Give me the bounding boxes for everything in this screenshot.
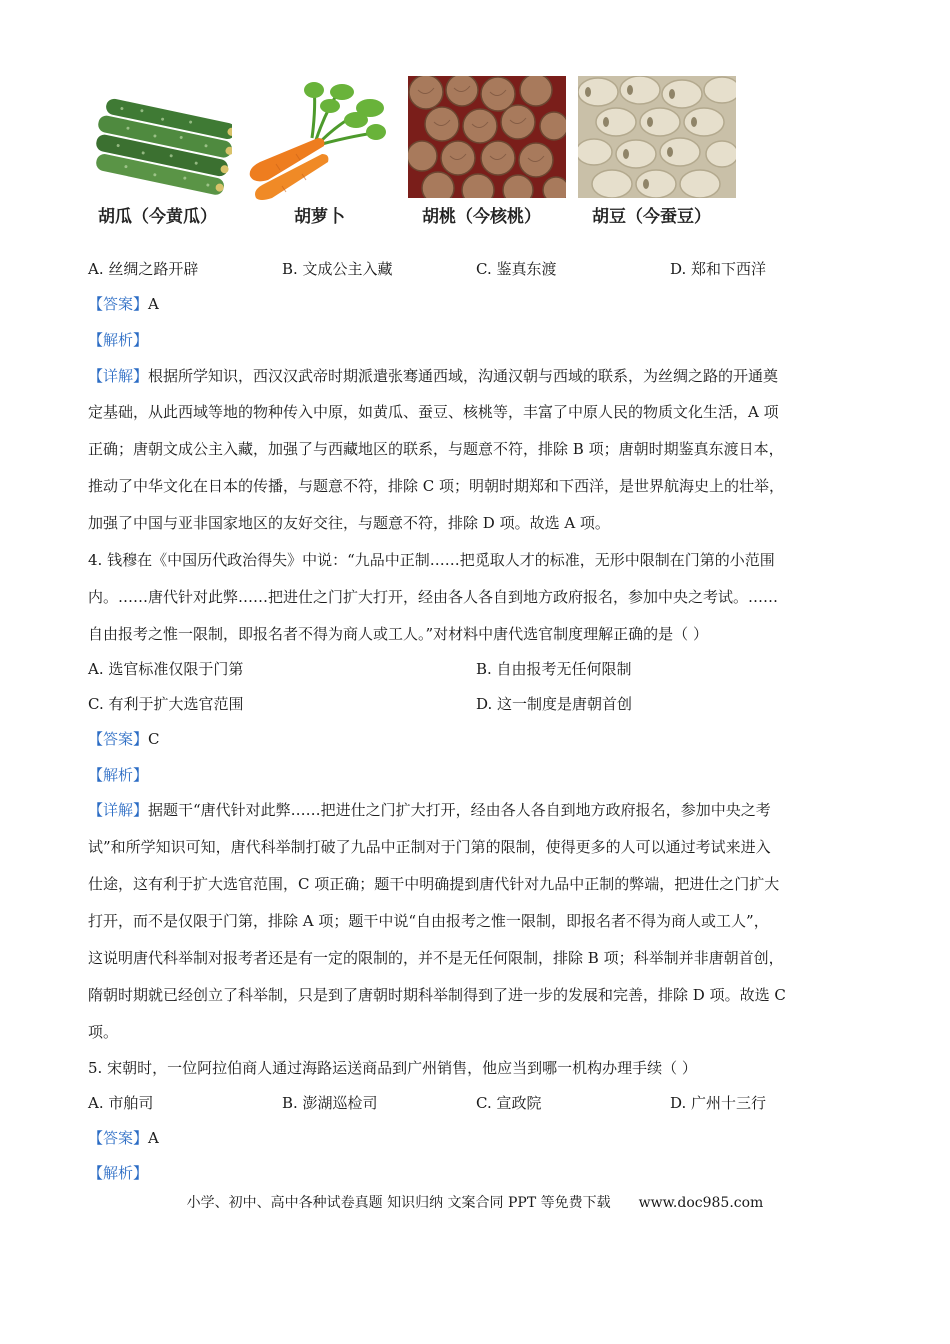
q4-option-b: B. 自由报考无任何限制 xyxy=(476,660,632,678)
q3-answer xyxy=(88,294,159,314)
walnut-image xyxy=(408,76,566,198)
q5-stem: 5. 宋朝时，一位阿拉伯商人通过海路运送商品到广州销售，他应当到哪一机构办理手续（ ） xyxy=(88,1059,697,1077)
answer-value: A xyxy=(148,295,159,313)
image-caption: 胡桃（今核桃） xyxy=(422,207,541,227)
q3-detail-line: 定基础，从此西域等地的物种传入中原，如黄瓜、蚕豆、核桃等，丰富了中原人民的物质文化生活，A 项 xyxy=(88,403,779,421)
image-caption: 胡豆（今蚕豆） xyxy=(592,207,711,227)
detail-tag: 【详解】 xyxy=(88,367,149,385)
q4-detail-line: 这说明唐代科举制对报考者还是有一定的限制的，并不是无任何限制，排除 B 项；科举制并非唐朝首创， xyxy=(88,949,784,967)
q4-option-d: D. 这一制度是唐朝首创 xyxy=(476,695,633,713)
answer-value: A xyxy=(148,1129,159,1147)
q5-option-d: D. 广州十三行 xyxy=(670,1094,767,1112)
detail-tag: 【详解】 xyxy=(88,801,149,819)
broad-bean-image xyxy=(578,76,736,198)
detail-text: 据题干“唐代针对此弊……把进仕之门扩大打开，经由各人各自到地方政府报名，参加中央之考 xyxy=(148,801,771,819)
q3-detail-line: 推动了中华文化在日本的传播，与题意不符，排除 C 项；明朝时期郑和下西洋，是世界航海史上的壮举， xyxy=(88,477,785,495)
q4-analysis-tag: 【解析】 xyxy=(88,766,149,784)
q3-detail-line xyxy=(88,366,778,386)
q4-answer xyxy=(88,729,160,749)
q3-option-a: A. 丝绸之路开辟 xyxy=(88,260,199,278)
q3-option-c: C. 鉴真东渡 xyxy=(476,260,557,278)
q3-option-d: D. 郑和下西洋 xyxy=(670,260,767,278)
q3-option-b: B. 文成公主入藏 xyxy=(282,260,393,278)
cucumber-image xyxy=(94,96,232,206)
q3-detail-line: 正确；唐朝文成公主入藏，加强了与西藏地区的联系，与题意不符，排除 B 项；唐朝时期鉴真东渡日本， xyxy=(88,440,784,458)
q4-detail-line: 试”和所学知识可知，唐代科举制打破了九品中正制对于门第的限制，使得更多的人可以通过考试来进入 xyxy=(88,838,771,856)
q3-detail-line: 加强了中国与亚非国家地区的友好交往，与题意不符，排除 D 项。故选 A 项。 xyxy=(88,514,610,532)
q4-option-a: A. 选官标准仅限于门第 xyxy=(88,660,244,678)
answer-tag: 【答案】 xyxy=(88,730,149,748)
carrot-image xyxy=(246,80,386,200)
image-caption: 胡瓜（今黄瓜） xyxy=(98,207,217,227)
answer-tag: 【答案】 xyxy=(88,1129,149,1147)
q4-stem-line: 内。……唐代针对此弊……把进仕之门扩大打开，经由各人各自到地方政府报名，参加中央之考试。…… xyxy=(88,588,779,606)
image-row xyxy=(88,76,748,231)
q5-option-a: A. 市舶司 xyxy=(88,1094,154,1112)
q4-detail-line: 打开，而不是仅限于门第，排除 A 项；题干中说“自由报考之惟一限制，即报名者不得为商人或工人”， xyxy=(88,912,769,930)
answer-value: C xyxy=(148,730,160,748)
footer-text: 小学、初中、高中各种试卷真题 知识归纳 文案合同 PPT 等免费下载 xyxy=(186,1195,611,1211)
q4-detail-line: 仕途，这有利于扩大选官范围，C 项正确；题干中明确提到唐代针对九品中正制的弊端，把进仕之门扩大 xyxy=(88,875,780,893)
q4-detail-line: 项。 xyxy=(88,1023,119,1041)
q5-answer xyxy=(88,1128,159,1148)
answer-tag: 【答案】 xyxy=(88,295,149,313)
image-caption: 胡萝卜 xyxy=(294,207,345,227)
footer-link[interactable]: www.doc985.com xyxy=(638,1195,764,1211)
q4-detail-line xyxy=(88,800,771,820)
detail-text: 根据所学知识，西汉汉武帝时期派遣张骞通西域，沟通汉朝与西域的联系，为丝绸之路的开通奠 xyxy=(148,367,779,385)
page-footer xyxy=(0,1192,950,1212)
q5-option-b: B. 澎湖巡检司 xyxy=(282,1094,378,1112)
q5-analysis-tag: 【解析】 xyxy=(88,1164,149,1182)
q4-stem-line: 自由报考之惟一限制，即报名者不得为商人或工人。”对材料中唐代选官制度理解正确的是（ ） xyxy=(88,625,708,643)
q4-stem-line: 4. 钱穆在《中国历代政治得失》中说：“九品中正制……把觅取人才的标准，无形中限制在门第的小范围 xyxy=(88,551,775,569)
q4-detail-line: 隋朝时期就已经创立了科举制，只是到了唐朝时期科举制得到了进一步的发展和完善，排除 D 项。故选 C xyxy=(88,986,786,1004)
q5-option-c: C. 宣政院 xyxy=(476,1094,542,1112)
q4-option-c: C. 有利于扩大选官范围 xyxy=(88,695,244,713)
q3-analysis-tag: 【解析】 xyxy=(88,331,149,349)
